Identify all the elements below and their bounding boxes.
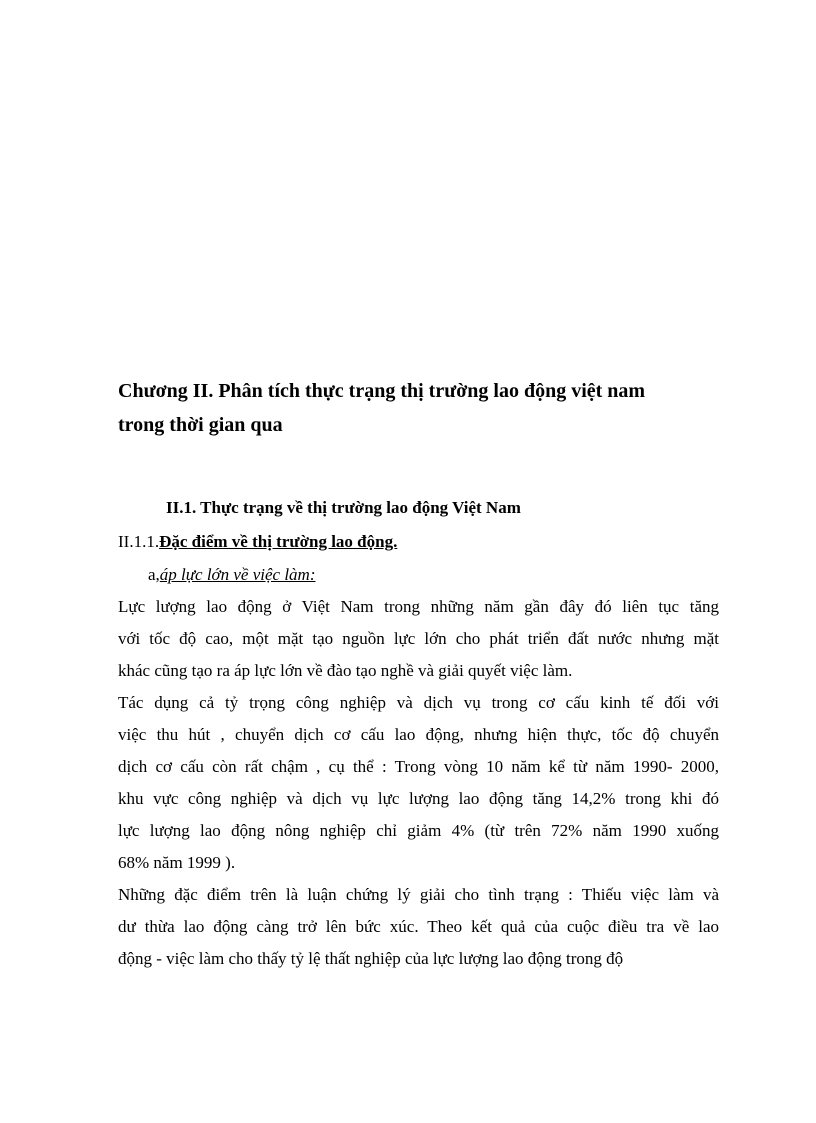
paragraph	[118, 591, 719, 687]
chapter-title	[118, 374, 718, 442]
paragraph-line: 68% năm 1999 ).	[118, 853, 236, 872]
paragraph-line: khu vực công nghiệp và dịch vụ lực lượng lao động tăng 14,2% trong khi đó	[118, 789, 719, 808]
paragraph-line: khác cũng tạo ra áp lực lớn về đào tạo nghề và giải quyết việc làm.	[118, 661, 573, 680]
chapter-title-line: Chương II. Phân tích thực trạng thị trường lao động việt nam	[118, 380, 646, 402]
paragraph	[118, 879, 719, 975]
item-heading	[148, 565, 316, 585]
paragraph	[118, 687, 719, 879]
paragraph-line: dịch cơ cấu còn rất chậm , cụ thể : Trong vòng 10 năm kể từ năm 1990- 2000,	[118, 757, 719, 776]
paragraph-line: lực lượng lao động nông nghiệp chỉ giảm 4% (từ trên 72% năm 1990 xuống	[118, 821, 719, 840]
subsection-number: II.1.1.	[118, 532, 160, 551]
paragraph-line: việc thu hút , chuyển dịch cơ cấu lao động, nhưng hiện thực, tốc độ chuyển	[118, 725, 719, 744]
subsection-title: Đặc điểm về thị trường lao động.	[159, 532, 398, 551]
section-title: II.1. Thực trạng về thị trường lao động Việt Nam	[166, 498, 521, 517]
paragraph-line: với tốc độ cao, một mặt tạo nguồn lực lớn cho phát triển đất nước nhưng mặt	[118, 629, 719, 648]
item-prefix: a,	[148, 565, 160, 584]
item-title: áp lực lớn về việc làm:	[159, 565, 316, 584]
paragraph-line: Những đặc điểm trên là luận chứng lý giải cho tình trạng : Thiếu việc làm và	[118, 885, 719, 904]
paragraph-line: Lực lượng lao động ở Việt Nam trong những năm gần đây đó liên tục tăng	[118, 597, 719, 616]
paragraph-line: Tác dụng cả tỷ trọng công nghiệp và dịch vụ trong cơ cấu kinh tế đối với	[118, 693, 719, 712]
chapter-title-line: trong thời gian qua	[118, 414, 283, 436]
subsection-heading	[118, 532, 397, 552]
paragraph-line: động - việc làm cho thấy tỷ lệ thất nghiệp của lực lượng lao động trong độ	[118, 949, 624, 968]
paragraph-line: dư thừa lao động càng trở lên bức xúc. Theo kết quả của cuộc điều tra về lao	[118, 917, 719, 936]
